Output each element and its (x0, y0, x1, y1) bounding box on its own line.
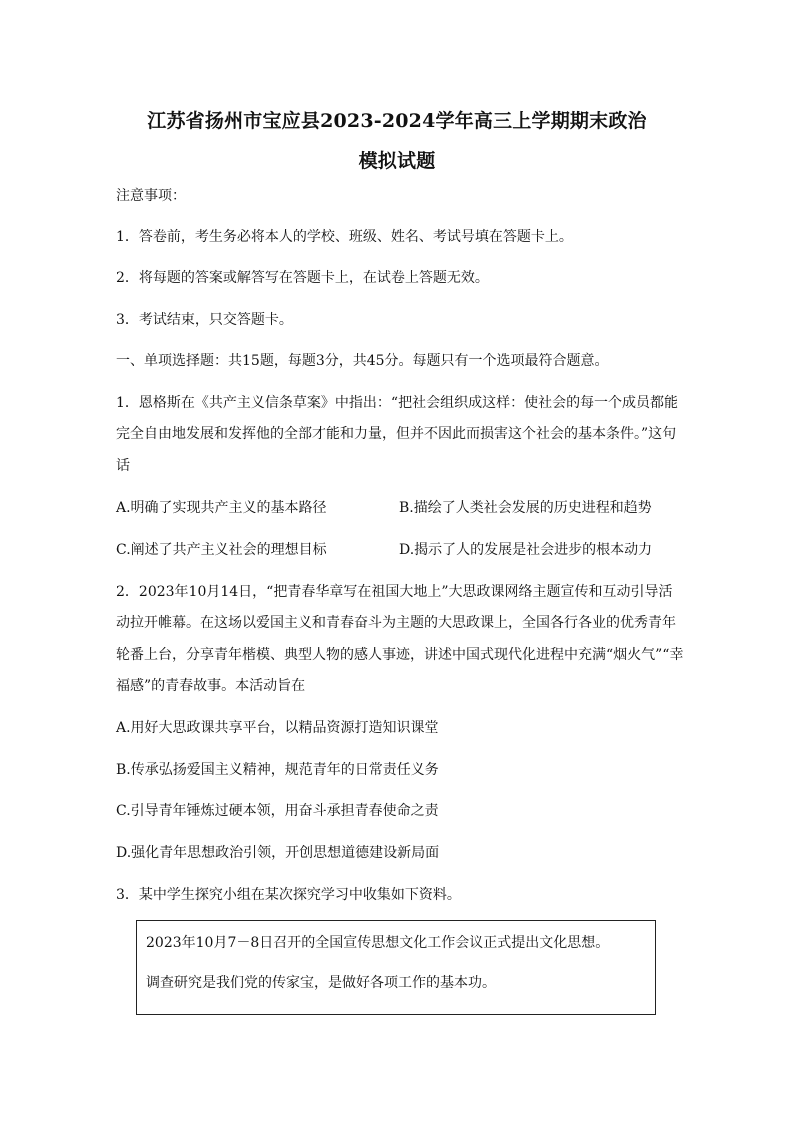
q2-stem-line-1: 2．2023年10月14日，“把青春华章写在祖国大地上”大思政课网络主题宣传和互动引导活 (116, 584, 673, 600)
q3-material-line-1: 2023年10月7－8日召开的全国宣传思想文化工作会议正式提出文化思想。 (146, 935, 610, 951)
q1-option-d: D.揭示了人的发展是社会进步的根本动力 (399, 542, 653, 558)
exam-title: 江苏省扬州市宝应县2023-2024学年高三上学期期末政治 (147, 110, 647, 132)
q1-option-a: A.明确了实现共产主义的基本路径 (116, 500, 327, 516)
q2-stem-line-3: 轮番上台，分享青年楷模、典型人物的感人事迹，讲述中国式现代化进程中充满“烟火气”“幸 (116, 647, 684, 663)
q3-material-box (136, 920, 656, 1015)
q1-option-b: B.描绘了人类社会发展的历史进程和趋势 (399, 500, 652, 516)
q1-stem-line-1: 1．恩格斯在《共产主义信条草案》中指出：“把社会组织成这样：使社会的每一个成员都能 (116, 395, 679, 411)
notice-heading: 注意事项： (116, 188, 186, 204)
q2-option-a: A.用好大思政课共享平台，以精品资源打造知识课堂 (116, 720, 439, 736)
notice-item-3: 3．考试结束，只交答题卡。 (116, 312, 293, 328)
notice-item-1: 1．答卷前，考生务必将本人的学校、班级、姓名、考试号填在答题卡上。 (116, 229, 573, 245)
q3-stem: 3．某中学生探究小组在某次探究学习中收集如下资料。 (116, 887, 461, 903)
q3-material-line-2: 调查研究是我们党的传家宝，是做好各项工作的基本功。 (146, 975, 496, 991)
q2-stem-line-2: 动拉开帷幕。在这场以爱国主义和青春奋斗为主题的大思政课上，全国各行各业的优秀青年 (116, 615, 676, 631)
q1-stem-line-3: 话 (116, 458, 130, 474)
q1-stem-line-2: 完全自由地发展和发挥他的全部才能和力量，但并不因此而损害这个社会的基本条件。”这句 (116, 426, 677, 442)
q2-stem-line-4: 福感”的青春故事。本活动旨在 (116, 678, 306, 694)
section-heading: 一、单项选择题：共15题，每题3分，共45分。每题只有一个选项最符合题意。 (116, 353, 609, 369)
q1-option-c: C.阐述了共产主义社会的理想目标 (116, 542, 327, 558)
q2-option-b: B.传承弘扬爱国主义精神，规范青年的日常责任义务 (116, 762, 439, 778)
exam-subtitle: 模拟试题 (358, 150, 436, 172)
notice-item-2: 2．将每题的答案或解答写在答题卡上，在试卷上答题无效。 (116, 270, 489, 286)
q2-option-c: C.引导青年锤炼过硬本领，用奋斗承担青春使命之责 (116, 803, 439, 819)
q2-option-d: D.强化青年思想政治引领，开创思想道德建设新局面 (116, 845, 440, 861)
